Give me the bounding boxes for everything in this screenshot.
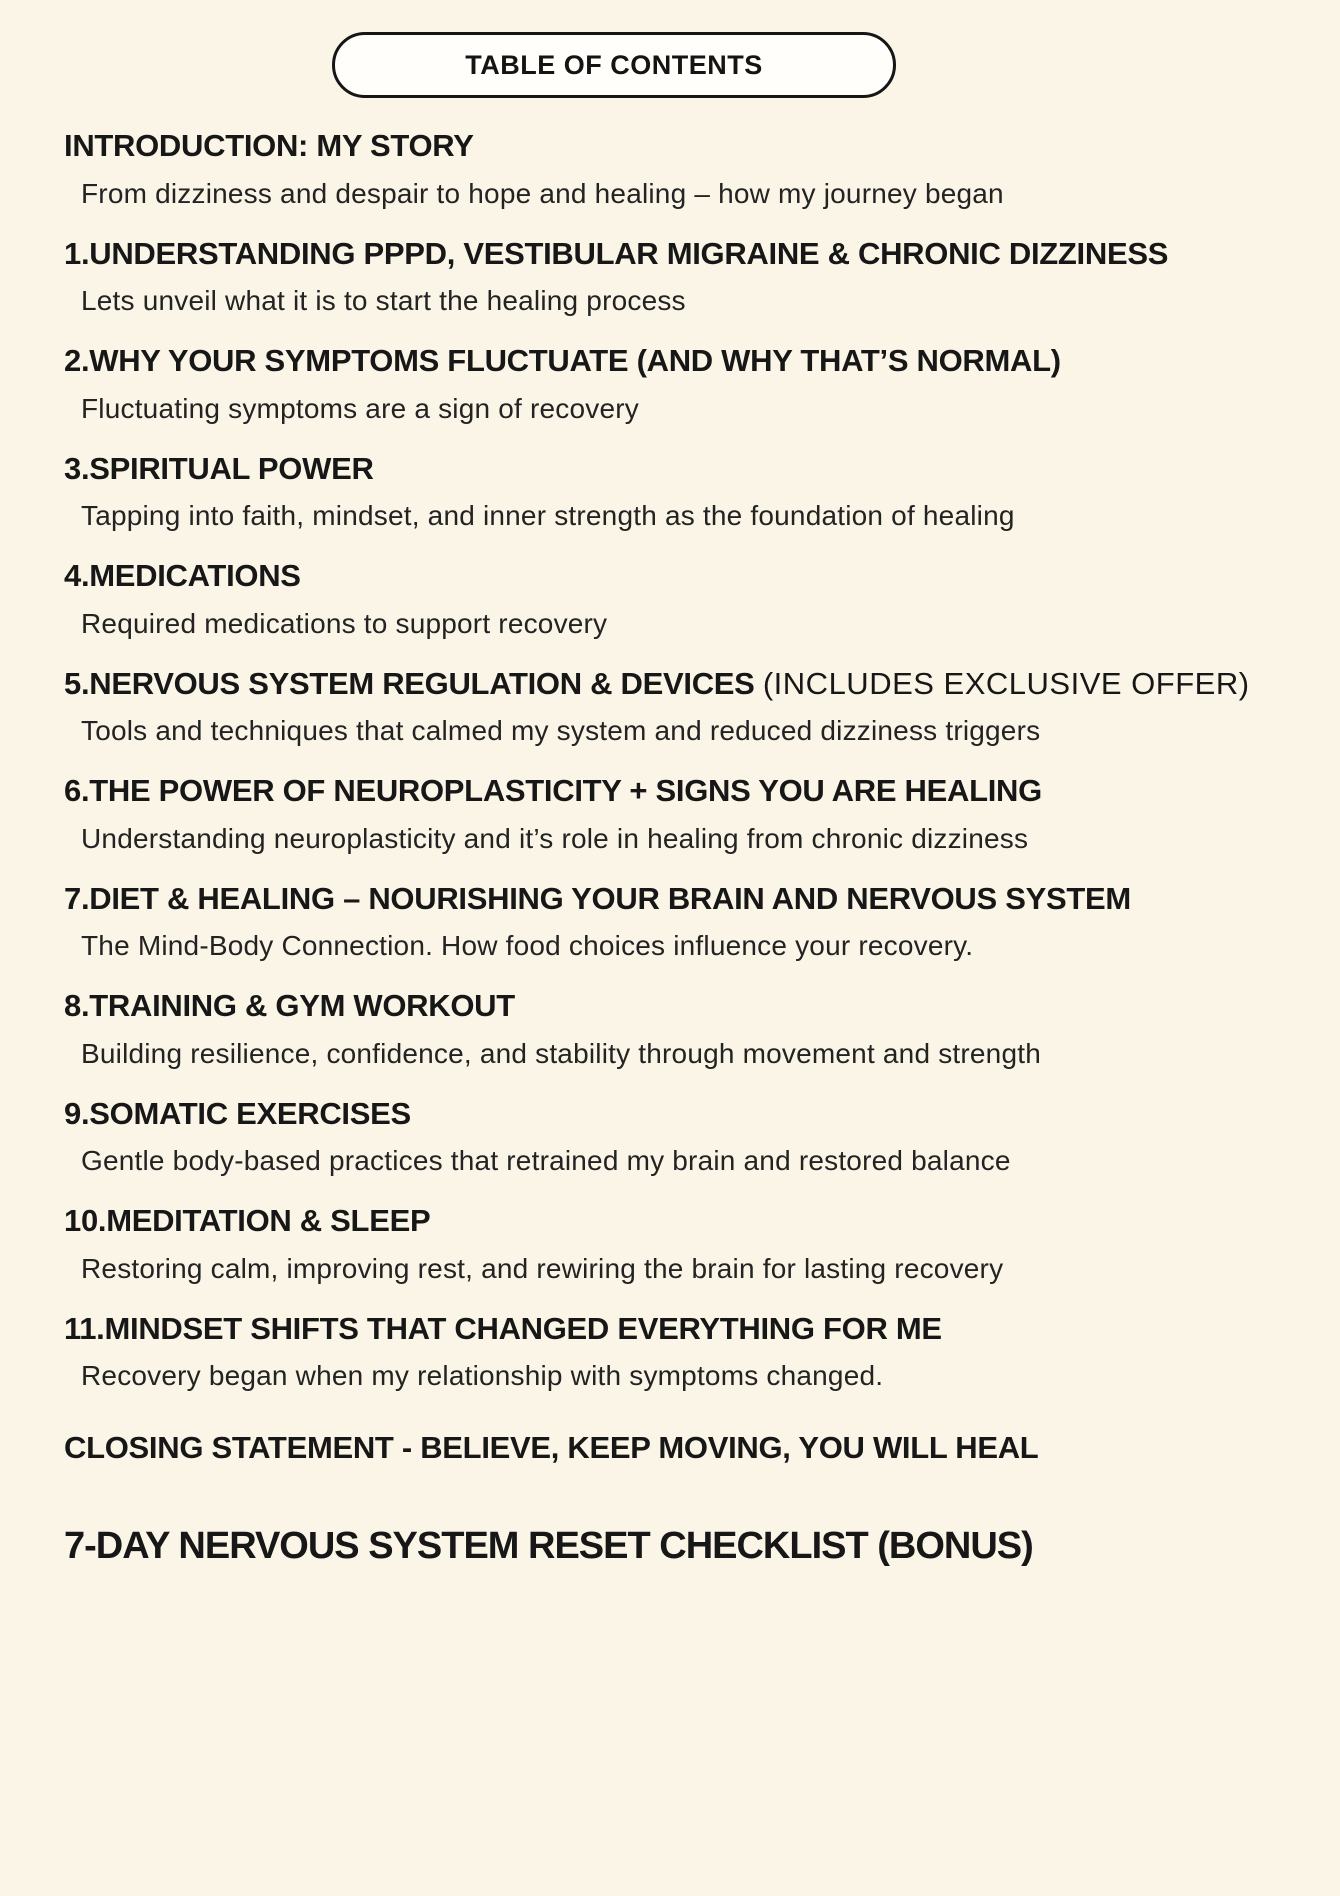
toc-heading-text: 5.NERVOUS SYSTEM REGULATION & DEVICES [64, 665, 763, 701]
toc-item-heading [64, 1094, 1284, 1134]
toc-item-chapter-4 [64, 556, 1284, 642]
toc-item-subtitle: From dizziness and despair to hope and healing – how my journey began [81, 177, 1004, 209]
toc-item-heading [64, 556, 1284, 596]
toc-heading-text: INTRODUCTION: MY STORY [64, 128, 474, 163]
toc-item-heading [64, 986, 1284, 1026]
toc-heading-text: 2.WHY YOUR SYMPTOMS FLUCTUATE (AND WHY THAT’S NORMAL) [64, 343, 1061, 378]
toc-item-chapter-2 [64, 341, 1284, 427]
toc-heading-text: 10.MEDITATION & SLEEP [64, 1203, 431, 1238]
toc-heading-text: 7.DIET & HEALING – NOURISHING YOUR BRAIN AND NERVOUS SYSTEM [64, 880, 1131, 916]
toc-heading-text: 1.UNDERSTANDING PPPD, VESTIBULAR MIGRAINE & CHRONIC DIZZINESS [64, 235, 1169, 271]
toc-item-heading [64, 126, 1284, 166]
table-of-contents-pill [332, 32, 896, 98]
toc-item-heading [64, 879, 1284, 919]
toc-item-subtitle: Restoring calm, improving rest, and rewiring the brain for lasting recovery [81, 1252, 1004, 1284]
toc-item-chapter-11 [64, 1309, 1284, 1395]
toc-item-introduction [64, 126, 1284, 212]
toc-item-subtitle: Lets unveil what it is to start the healing process [81, 285, 686, 317]
toc-heading-light-text: (INCLUDES EXCLUSIVE OFFER) [762, 665, 1250, 701]
toc-heading-text: 8.TRAINING & GYM WORKOUT [64, 988, 515, 1023]
toc-item-subtitle: The Mind-Body Connection. How food choices influence your recovery. [81, 930, 974, 962]
toc-item-heading [64, 1201, 1284, 1241]
closing-statement: CLOSING STATEMENT - BELIEVE, KEEP MOVING, YOU WILL HEAL [64, 1430, 1039, 1465]
toc-item-subtitle: Recovery began when my relationship with symptoms changed. [81, 1360, 884, 1392]
toc-heading-text: 9.SOMATIC EXERCISES [64, 1095, 411, 1131]
toc-item-chapter-9 [64, 1094, 1284, 1180]
toc-heading-text: 3.SPIRITUAL POWER [64, 450, 374, 486]
toc-heading-text: 11.MINDSET SHIFTS THAT CHANGED EVERYTHING FOR ME [64, 1310, 942, 1346]
toc-item-heading [64, 771, 1284, 811]
bonus-checklist-line: 7-DAY NERVOUS SYSTEM RESET CHECKLIST (BONUS) [64, 1524, 1033, 1567]
toc-item-subtitle: Building resilience, confidence, and stability through movement and strength [81, 1037, 1041, 1069]
toc-item-heading [64, 341, 1284, 381]
toc-item-chapter-6 [64, 771, 1284, 857]
toc-item-heading [64, 664, 1284, 704]
toc-item-chapter-3 [64, 449, 1284, 535]
page-title: TABLE OF CONTENTS [465, 49, 763, 80]
toc-item-subtitle: Understanding neuroplasticity and it’s role in healing from chronic dizziness [81, 822, 1029, 854]
toc-item-subtitle: Gentle body-based practices that retrained my brain and restored balance [81, 1145, 1011, 1177]
toc-item-subtitle: Required medications to support recovery [81, 607, 608, 639]
toc-list [64, 126, 1284, 1569]
toc-item-heading [64, 1309, 1284, 1349]
toc-item-chapter-10 [64, 1201, 1284, 1287]
toc-item-subtitle: Fluctuating symptoms are a sign of recovery [81, 392, 639, 424]
toc-item-chapter-7 [64, 879, 1284, 965]
toc-heading-text: 6.THE POWER OF NEUROPLASTICITY + SIGNS YOU ARE HEALING [64, 773, 1042, 808]
toc-item-chapter-5 [64, 664, 1284, 750]
toc-item-subtitle: Tools and techniques that calmed my system and reduced dizziness triggers [81, 715, 1041, 747]
toc-item-heading [64, 449, 1284, 489]
toc-item-subtitle: Tapping into faith, mindset, and inner strength as the foundation of healing [81, 500, 1015, 532]
toc-item-chapter-1 [64, 234, 1284, 320]
toc-item-heading [64, 234, 1284, 274]
toc-item-chapter-8 [64, 986, 1284, 1072]
toc-heading-text: 4.MEDICATIONS [64, 558, 301, 593]
